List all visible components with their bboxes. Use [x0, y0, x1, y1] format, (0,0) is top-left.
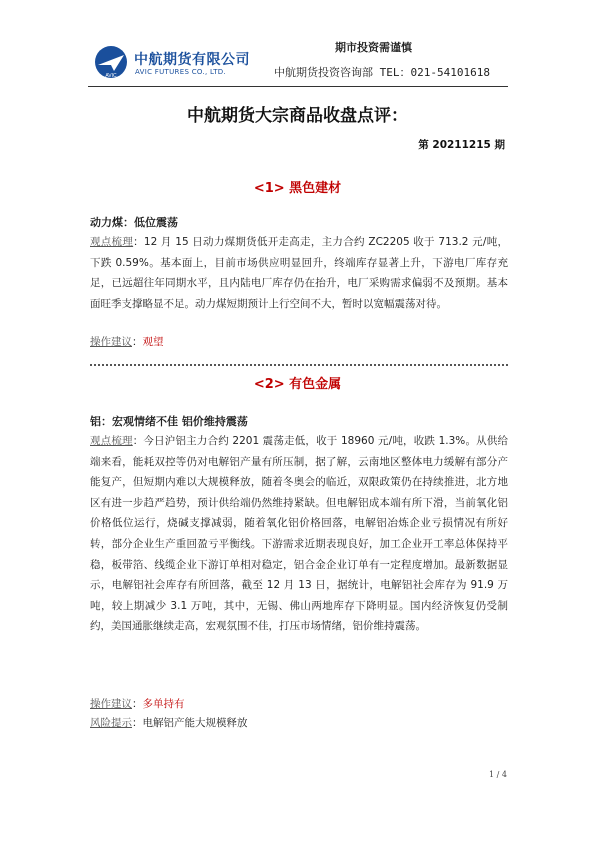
header-divider	[88, 86, 508, 87]
analysis-text: ：今日沪铝主力合约 2201 震荡走低，收于 18960 元/吨，收跌 1.3%。从供给端来看，能耗双控等仍对电解铝产量有所压制，据了解，云南地区整体电力缓解有部分产能复产，但短期内难以大规模释放，随着冬奥会的临近，双限政策仍在持续推进，北方地区有进一步趋严趋势，预计供给端仍然维持紧缺。但电解铝成本端有所下滑，当前氧化铝价格低位运行，烧碱支撑减弱，随着氧化铝价格回落，电解铝冶炼企业亏损情况有所好转，部分企业生产重回盈亏平衡线。下游需求近期表现良好，加工企业开工率总体保持平稳，板带箔、线缆企业下游订单相对稳定，铝合金企业订单有一定程度增加。最新数据显示，电解铝社会库存有所回落，截至 12 月 13 日，据统计，电解铝社会库存为 91.9 万吨，较上期减少 3.1 万吨，其中，无锡、佛山两地库存下降明显。国内经济恢复仍受制约，美国通胀继续走高，宏观氛围不佳，打压市场情绪，铝价维持震荡。	[90, 435, 509, 633]
analysis-paragraph	[90, 431, 508, 637]
header-contact: 中航期货投资咨询部 TEL：021-54101618	[274, 66, 490, 79]
header-motto: 期市投资需谨慎	[335, 41, 412, 54]
section-heading-nonferrous: <2> 有色金属	[253, 377, 342, 392]
advice-label: 操作建议	[90, 698, 132, 710]
analysis-text: ：12 月 15 日动力煤期货低开走高走，主力合约 ZC2205 收于 713.2 元/吨，下跌 0.59%。基本面上，目前市场供应明显回升，终端库存显著上升，下游电厂库存充足，已远超往年同期水平，且内陆电厂库存仍在抬升，电厂采购需求偏弱不及预期。基本面旺季支撑略显不足。动力煤短期预计上行空间不大，暂时以宽幅震荡对待。	[90, 236, 508, 310]
company-logo-icon	[93, 44, 129, 80]
company-name-cn: 中航期货有限公司	[134, 52, 250, 68]
issue-number: 第 20211215 期	[418, 139, 505, 151]
page-title: 中航期货大宗商品收盘点评：	[187, 106, 408, 126]
risk-line	[90, 715, 248, 730]
risk-text: ：电解铝产能大规模释放	[132, 717, 248, 729]
advice-line: 操作建议：多单持有	[90, 698, 185, 710]
company-name-en: AVIC FUTURES CO., LTD.	[135, 68, 227, 76]
advice-value: 多单持有	[142, 698, 185, 710]
analysis-paragraph	[90, 232, 508, 314]
advice-label: 操作建议	[90, 336, 132, 348]
risk-label: 风险提示	[90, 717, 132, 729]
svg-text:AVIC: AVIC	[105, 73, 117, 79]
page-number: 1 / 4	[489, 770, 507, 779]
advice-line: 操作建议：观望	[90, 336, 164, 348]
section-subheading: 动力煤：低位震荡	[90, 216, 178, 229]
section-subheading: 铝：宏观情绪不佳 铝价维持震荡	[90, 415, 248, 428]
analysis-label: 观点梳理	[90, 435, 133, 447]
section-divider	[90, 364, 508, 366]
analysis-label: 观点梳理	[90, 236, 134, 248]
section-heading-black-building: <1> 黑色建材	[253, 181, 342, 196]
advice-value: 观望	[142, 336, 164, 348]
